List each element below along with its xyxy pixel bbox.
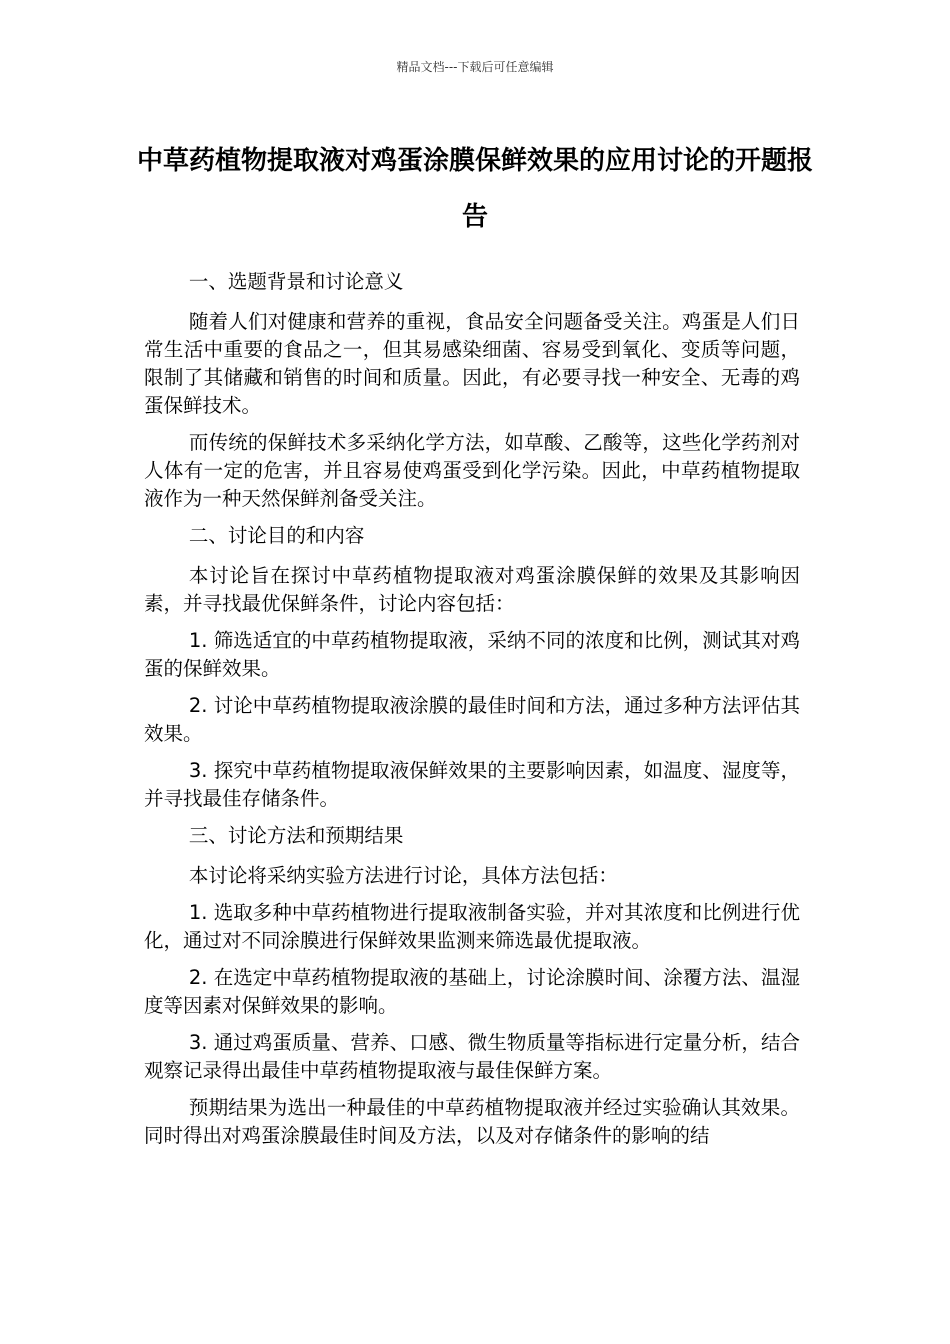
document-body bbox=[144, 268, 800, 1159]
section-heading: 一、选题背景和讨论意义 bbox=[188, 270, 404, 293]
body-paragraph: 本讨论将采纳实验方法进行讨论，具体方法包括： bbox=[188, 864, 618, 887]
body-paragraph: 1. 筛选适宜的中草药植物提取液，采纳不同的浓度和比例，测试其对鸡蛋的保鲜效果。 bbox=[144, 629, 800, 680]
header-note: 精品文档---下载后可任意编辑 bbox=[396, 60, 554, 74]
section-heading: 三、讨论方法和预期结果 bbox=[188, 824, 404, 847]
body-paragraph: 2. 在选定中草药植物提取液的基础上，讨论涂膜时间、涂覆方法、温湿度等因素对保鲜效果的影响。 bbox=[144, 966, 800, 1017]
body-paragraph: 1. 选取多种中草药植物进行提取液制备实验，并对其浓度和比例进行优化，通过对不同涂膜进行保鲜效果监测来筛选最优提取液。 bbox=[144, 901, 800, 952]
body-paragraph: 3. 通过鸡蛋质量、营养、口感、微生物质量等指标进行定量分析，结合观察记录得出最佳中草药植物提取液与最佳保鲜方案。 bbox=[144, 1031, 800, 1082]
document-title: 中草药植物提取液对鸡蛋涂膜保鲜效果的应用讨论的开题报告 bbox=[136, 146, 813, 232]
body-paragraph: 而传统的保鲜技术多采纳化学方法，如草酸、乙酸等，这些化学药剂对人体有一定的危害，并且容易使鸡蛋受到化学污染。因此，中草药植物提取液作为一种天然保鲜剂备受关注。 bbox=[144, 431, 800, 510]
body-paragraph: 本讨论旨在探讨中草药植物提取液对鸡蛋涂膜保鲜的效果及其影响因素，并寻找最优保鲜条件，讨论内容包括： bbox=[144, 564, 800, 615]
body-paragraph: 3. 探究中草药植物提取液保鲜效果的主要影响因素，如温度、湿度等，并寻找最佳存储条件。 bbox=[144, 759, 800, 810]
section-heading: 二、讨论目的和内容 bbox=[188, 524, 365, 547]
body-paragraph: 预期结果为选出一种最佳的中草药植物提取液并经过实验确认其效果。同时得出对鸡蛋涂膜最佳时间及方法，以及对存储条件的影响的结 bbox=[144, 1096, 800, 1147]
body-paragraph: 随着人们对健康和营养的重视，食品安全问题备受关注。鸡蛋是人们日常生活中重要的食品之一，但其易感染细菌、容易受到氧化、变质等问题，限制了其储藏和销售的时间和质量。因此，有必要寻找一种安全、无毒的鸡蛋保鲜技术。 bbox=[144, 310, 800, 417]
body-paragraph: 2. 讨论中草药植物提取液涂膜的最佳时间和方法，通过多种方法评估其效果。 bbox=[144, 694, 800, 745]
